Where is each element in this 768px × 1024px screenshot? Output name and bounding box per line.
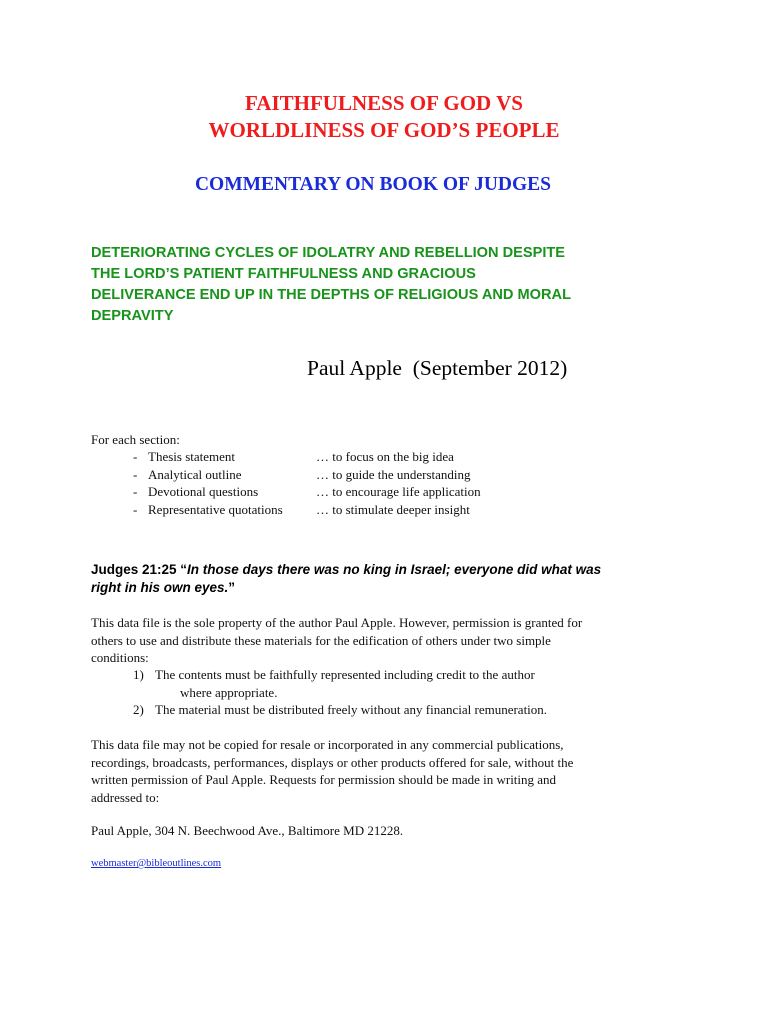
list-dash: - (133, 484, 138, 499)
list-item (133, 483, 653, 501)
verse-ref: Judges 21:25 “ (91, 562, 188, 577)
title-line-2: WORLDLINESS OF GOD’S PEOPLE (208, 118, 560, 142)
list-dash: - (133, 466, 138, 482)
paragraph-line: This data file may not be copied for resale or incorporated in any commercial publications, (91, 737, 564, 752)
theme-statement (91, 243, 711, 327)
author-address: Paul Apple, 304 N. Beechwood Ave., Baltimore MD 21228. (91, 823, 404, 838)
list-dash: - (133, 449, 138, 464)
list-item (133, 701, 547, 719)
section-term: Thesis statement (148, 449, 236, 464)
verse-line-2 (91, 579, 691, 597)
list-dash: - (133, 501, 138, 517)
condition-number: 1) (133, 667, 144, 682)
verse-close: ” (228, 579, 236, 595)
paragraph-line: conditions: (91, 650, 149, 665)
title-line-1: FAITHFULNESS OF GOD VS (245, 91, 523, 115)
theme-line: DETERIORATING CYCLES OF IDOLATRY AND REBELLION DESPITE (91, 245, 566, 261)
sections-list (133, 448, 653, 518)
paragraph-line: This data file is the sole property of the author Paul Apple. However, permission is granted for (91, 615, 583, 630)
list-item (133, 501, 653, 519)
section-term: Representative quotations (148, 501, 283, 517)
condition-text: The contents must be faithfully represented including credit to the author (155, 667, 535, 682)
theme-line: DEPRAVITY (91, 308, 174, 324)
theme-line: THE LORD’S PATIENT FAITHFULNESS AND GRACIOUS (91, 266, 476, 282)
section-desc: … to stimulate deeper insight (316, 501, 470, 517)
restriction-paragraph (91, 736, 681, 806)
conditions-list (133, 666, 547, 719)
subtitle: COMMENTARY ON BOOK OF JUDGES (194, 174, 552, 195)
list-item (133, 448, 653, 466)
key-verse (91, 561, 691, 596)
author-line: Paul Apple (September 2012) (307, 356, 568, 380)
list-item (133, 666, 547, 701)
email-link[interactable]: webmaster@bibleoutlines.com (91, 858, 222, 869)
section-desc: … to encourage life application (316, 484, 481, 499)
condition-text: The material must be distributed freely without any financial remuneration. (155, 702, 548, 717)
verse-quote-2: right in his own eyes. (91, 579, 229, 595)
theme-line: DELIVERANCE END UP IN THE DEPTHS OF RELIGIOUS AND MORAL (91, 287, 572, 303)
paragraph-line: written permission of Paul Apple. Requests for permission should be made in writing and (91, 772, 557, 787)
paragraph-line: recordings, broadcasts, performances, displays or other products offered for sale, without the (91, 754, 574, 770)
verse-quote-1: In those days there was no king in Israel; everyone did what was (187, 562, 602, 577)
verse-line-1 (91, 561, 691, 579)
paragraph-line: addressed to: (91, 789, 160, 805)
section-desc: … to focus on the big idea (316, 449, 454, 464)
section-desc: … to guide the understanding (316, 466, 471, 482)
permission-paragraph (91, 614, 681, 667)
list-item (133, 466, 653, 484)
condition-continuation: where appropriate. (180, 684, 278, 700)
sections-intro: For each section: (91, 432, 180, 447)
section-term: Devotional questions (148, 484, 259, 499)
paragraph-line: others to use and distribute these materials for the edification of others under two simple (91, 632, 551, 648)
section-term: Analytical outline (148, 466, 242, 482)
condition-number: 2) (133, 702, 144, 717)
